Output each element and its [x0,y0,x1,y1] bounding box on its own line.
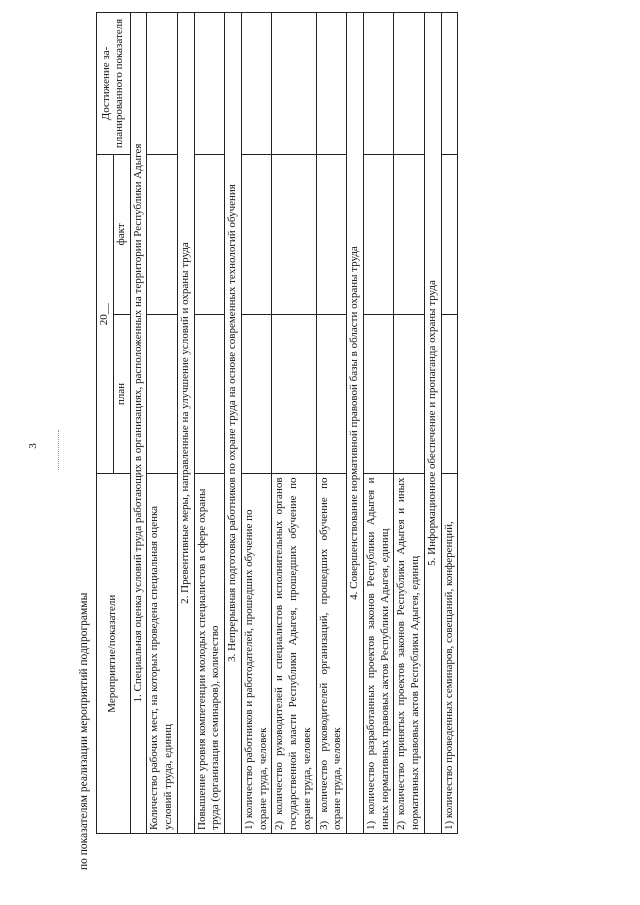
table-row [363,13,394,834]
page-marker-dots [58,430,73,470]
row-label: 1) количество разработанных проектов законов Республики Адыгея и иных нормативных правовых актов Республики Адыгея, единиц [363,474,394,834]
header-activity: Мероприятие/показатели [97,474,131,834]
row-label: 2) количество принятых проектов законов Республики Адыгея и иных нормативных правовых актов Республики Адыгея, единиц [394,474,425,834]
table-row [241,13,272,834]
section-title: 4. Совершенствование нормативной правовой базы в области охраны труда [347,13,364,834]
document-heading: по показателям реализации мероприятий подпрограммы [78,592,90,870]
row-label: Повышение уровня компетенции молодых специалистов в сфере охраны труда (организация семинаров), количество [194,474,225,834]
header-plan: план [113,314,130,474]
row-label: 1) количество проведенных семинаров, совещаний, конференций, [441,474,458,834]
section-title: 5. Информационное обеспечение и пропаганда охраны труда [424,13,441,834]
section-title: 2. Превентивные меры, направленные на улучшение условий и охраны труда [177,13,194,834]
header-year: 20__ [97,154,114,474]
table-row [194,13,225,834]
table-row [316,13,347,834]
table-row [394,13,425,834]
indicators-table [96,12,458,834]
table-row [272,13,316,834]
row-label: Количество рабочих мест, на которых проведена специальная оценка условий труда, единиц [147,474,178,834]
row-label: 3) количество руководителей организаций, прошедших обучение по охране труда, человек [316,474,347,834]
page-number: 3 [26,443,39,449]
table-row [441,13,458,834]
section-title: 3. Непрерывная подготовка работников по охране труда на основе современных технологий обучения [225,13,242,834]
row-label: 1) количество работников и работодателей, прошедших обучение по охране труда, человек [241,474,272,834]
section-title: 1. Специальная оценка условий труда работающих в организациях, расположенных на территории Республики Адыгея [130,13,147,834]
header-fact: факт [113,154,130,314]
table-row [147,13,178,834]
row-label: 2) количество руководителей и специалистов исполнительных органов государственной власти Республики Адыгея, прошедших обучение по охране труда, человек [272,474,316,834]
rotated-page-content [72,10,577,870]
header-achievement: Достижение за-планированного показателя [97,13,131,155]
